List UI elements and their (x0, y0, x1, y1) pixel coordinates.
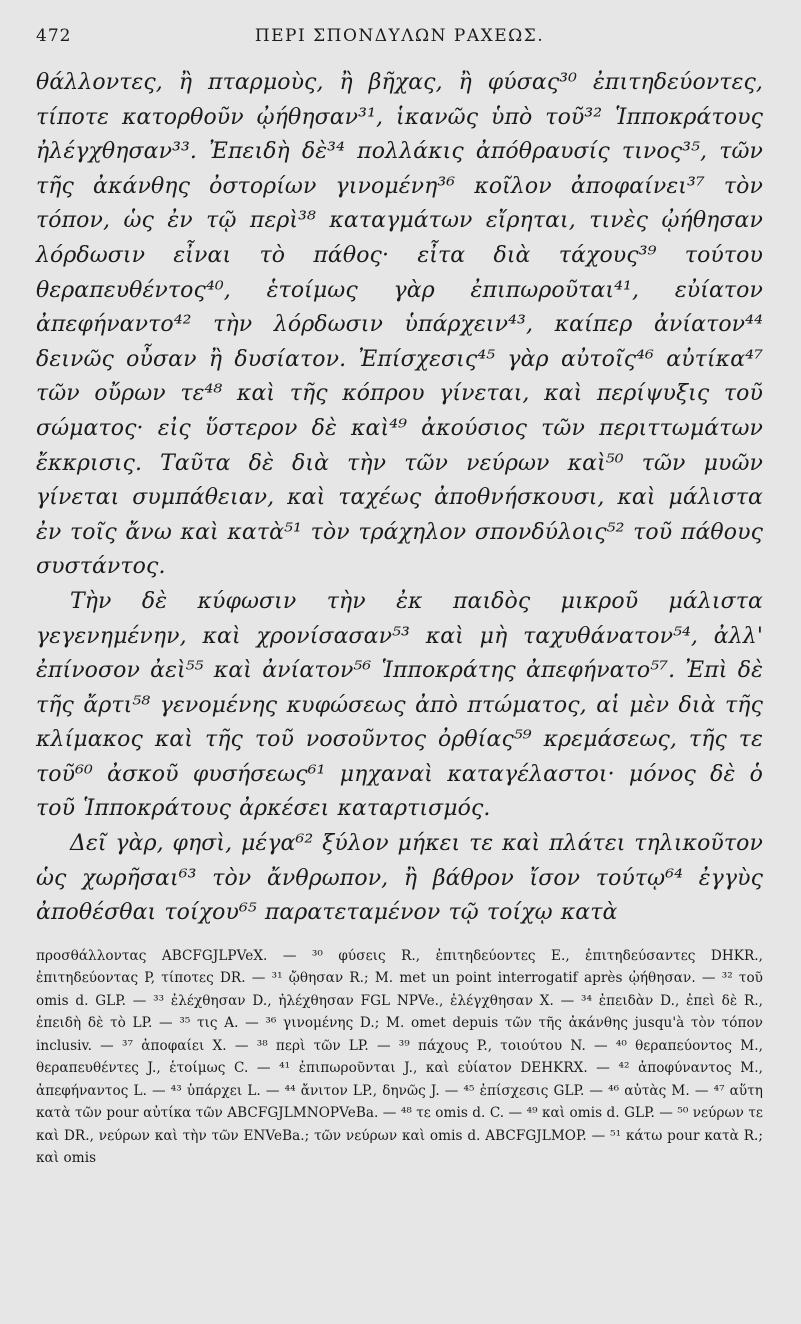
page-header (36, 22, 763, 56)
body-paragraph: θάλλοντες, ἢ πταρμοὺς, ἢ βῆχας, ἢ φύσας³⁰ ἐπιτηδεύοντες, τίποτε κατορθοῦν ᾠήθησαν³¹, ἱκανῶς ὑπὸ τοῦ³² Ἱπποκράτους ἠλέγχθησαν³³. Ἐπειδὴ δὲ³⁴ πολλάκις ἀπόθραυσίς τινος³⁵, τῶν τῆς ἀκάνθης ὀστορίων γινομένη³⁶ κοῖλον ἀποφαίνει³⁷ τὸν τόπον, ὡς ἐν τῷ περὶ³⁸ καταγμάτων εἴρηται, τινὲς ᾠήθησαν λόρδωσιν εἶναι τὸ πάθος· εἶτα διὰ τάχους³⁹ τούτου θεραπευθέντος⁴⁰, ἑτοίμως γὰρ ἐπιπωροῦται⁴¹, εὐίατον ἀπεφήναντο⁴² τὴν λόρδωσιν ὑπάρχειν⁴³, καίπερ ἀνίατον⁴⁴ δεινῶς οὖσαν ἢ δυσίατον. Ἐπίσχεσις⁴⁵ γὰρ αὐτοῖς⁴⁶ αὐτίκα⁴⁷ τῶν οὔρων τε⁴⁸ καὶ τῆς κόπρου γίνεται, καὶ περίψυξις τοῦ σώματος· εἰς ὕστερον δὲ καὶ⁴⁹ ἀκούσιος τῶν περιττωμάτων ἔκκρισις. Ταῦτα δὲ διὰ τὴν τῶν νεύρων καὶ⁵⁰ τῶν μυῶν γίνεται συμπάθειαν, καὶ ταχέως ἀποθνήσκουσι, καὶ μάλιστα ἐν τοῖς ἄνω καὶ κατὰ⁵¹ τὸν τράχηλον σπονδύλοις⁵² τοῦ πάθους συστάντος. (36, 70, 763, 580)
running-title: ΠΕΡΙ ΣΠΟΝΔΥΛΩΝ ΡΑΧΕΩΣ. (254, 26, 545, 46)
main-text (36, 66, 763, 931)
footnotes-text: προσθάλλοντας ABCFGJLPVeX. — ³⁰ φύσεις R., ἐπιτηδεύοντες E., ἐπιτηδεύσαντες DHKR., ἐπιτηδεύοντας P, τίποτες DR. — ³¹ ᾤθησαν R.; M. met un point interrogatif après ᾠήθησαν. — ³² τοῦ omis d. GLP. — ³³ ἐλέχθησαν D., ἠλέχθησαν FGL NPVe., ἐλέγχθησαν X. — ³⁴ ἐπειδὰν D., ἐπεὶ δὲ R., ἐπειδὴ δὲ τὸ LP. — ³⁵ τις A. — ³⁶ γινομένης D.; M. omet depuis τῶν τῆς ἀκάνθης jusqu'à τὸν τόπον inclusiv. — ³⁷ ἀποφαίει X. — ³⁸ περὶ τῶν LP. — ³⁹ πάχους P., τοιούτου N. — ⁴⁰ θεραπεύοντος M., θεραπευθέντες J., ἑτοίμως C. — ⁴¹ ἐπιπωροῦνται J., καὶ εὐίατον DEHKRX. — ⁴² ἀποφύναντος M., ἀπεφήναντος L. — ⁴³ ὑπάρχει L. — ⁴⁴ ἄνιτον LP., δηνῶς J. — ⁴⁵ ἐπίσχεσις GLP. — ⁴⁶ αὐτὰς M. — ⁴⁷ αὕτη κατὰ τῶν pour αὐτίκα τῶν ABCFGJLMNOPVeBa. — ⁴⁸ τε omis d. C. — ⁴⁹ καὶ omis d. GLP. — ⁵⁰ νεύρων τε καὶ DR., νεύρων καὶ τὴν τῶν ENVeBa.; τῶν νεύρων καὶ omis d. ABCFGJLMOP. — ⁵¹ κάτω pour κατὰ R.; καὶ omis (36, 947, 763, 1167)
page-number: 472 (36, 26, 72, 46)
body-paragraph: Δεῖ γὰρ, φησὶ, μέγα⁶² ξύλον μήκει τε καὶ πλάτει τηλικοῦτον ὡς χωρῆσαι⁶³ τὸν ἄνθρωπον, ἢ βάθρον ἴσον τούτῳ⁶⁴ ἐγγὺς ἀποθέσθαι τοίχου⁶⁵ παρατεταμένον τῷ τοίχῳ κατὰ (36, 831, 763, 926)
body-paragraph: Τὴν δὲ κύφωσιν τὴν ἐκ παιδὸς μικροῦ μάλιστα γεγενημένην, καὶ χρονίσασαν⁵³ καὶ μὴ ταχυθάνατον⁵⁴, ἀλλ' ἐπίνοσον ἀεὶ⁵⁵ καὶ ἀνίατον⁵⁶ Ἱπποκράτης ἀπεφήνατο⁵⁷. Ἐπὶ δὲ τῆς ἄρτι⁵⁸ γενομένης κυφώσεως ἀπὸ πτώματος, αἱ μὲν διὰ τῆς κλίμακος καὶ τῆς τοῦ νοσοῦντος ὀρθίας⁵⁹ κρεμάσεως, τῆς τε τοῦ⁶⁰ ἀσκοῦ φυσήσεως⁶¹ μηχαναὶ καταγέλαστοι· μόνος δὲ ὁ τοῦ Ἱπποκράτους ἀρκέσει καταρτισμός. (36, 588, 763, 822)
footnotes (36, 945, 763, 1170)
